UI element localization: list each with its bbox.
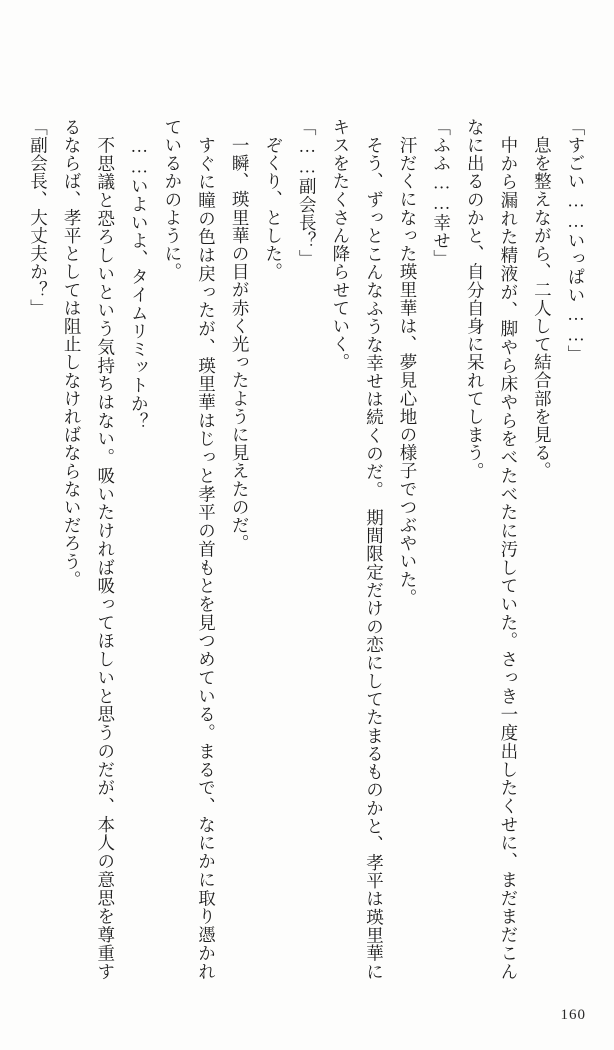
- body-paragraph: ……いよいよ、タイムリミットか？: [129, 135, 150, 431]
- body-paragraph: 息を整えながら、二人して結合部を見る。: [532, 135, 553, 480]
- dialogue-line: 「……副会長？」: [297, 118, 318, 268]
- body-paragraph: 汗だくになった瑛里華は、夢見心地の様子でつぶやいた。: [398, 135, 419, 607]
- dialogue-line: 「ふふ……幸せ」: [431, 118, 452, 268]
- page-number: 160: [560, 1007, 586, 1023]
- body-paragraph: ぞくり、とした。: [263, 135, 284, 281]
- dialogue-line: 「すごい……いっぱい……」: [566, 118, 586, 364]
- body-paragraph: 中から漏れた精液が、脚やら床やらをべたべたに汚していた。さっき一度出したくせに、まだまだこんなに出るのかと、自分自身に呆れてしまう。: [465, 118, 519, 980]
- dialogue-line: 「副会長、大丈夫か？」: [28, 118, 49, 318]
- body-paragraph: すぐに瞳の色は戻ったが、瑛里華はじっと孝平の首もとを見つめている。まるで、なにかに取り憑かれているかのように。: [162, 118, 217, 980]
- body-paragraph: そう、ずっとこんなふうな幸せは続くのだ。 期間限定だけの恋にしてたまるものかと、孝平は瑛里華にキスをたくさん降らせていく。: [330, 118, 385, 980]
- body-paragraph: 一瞬、瑛里華の目が赤く光ったように見えたのだ。: [230, 135, 251, 552]
- vertical-text-body: [28, 118, 592, 980]
- body-paragraph: 不思議と恐ろしいという気持ちはない。吸いたければ吸ってほしいと思うのだが、本人の意思を尊重するならば、孝平としては阻止しなければならないだろう。: [62, 118, 116, 980]
